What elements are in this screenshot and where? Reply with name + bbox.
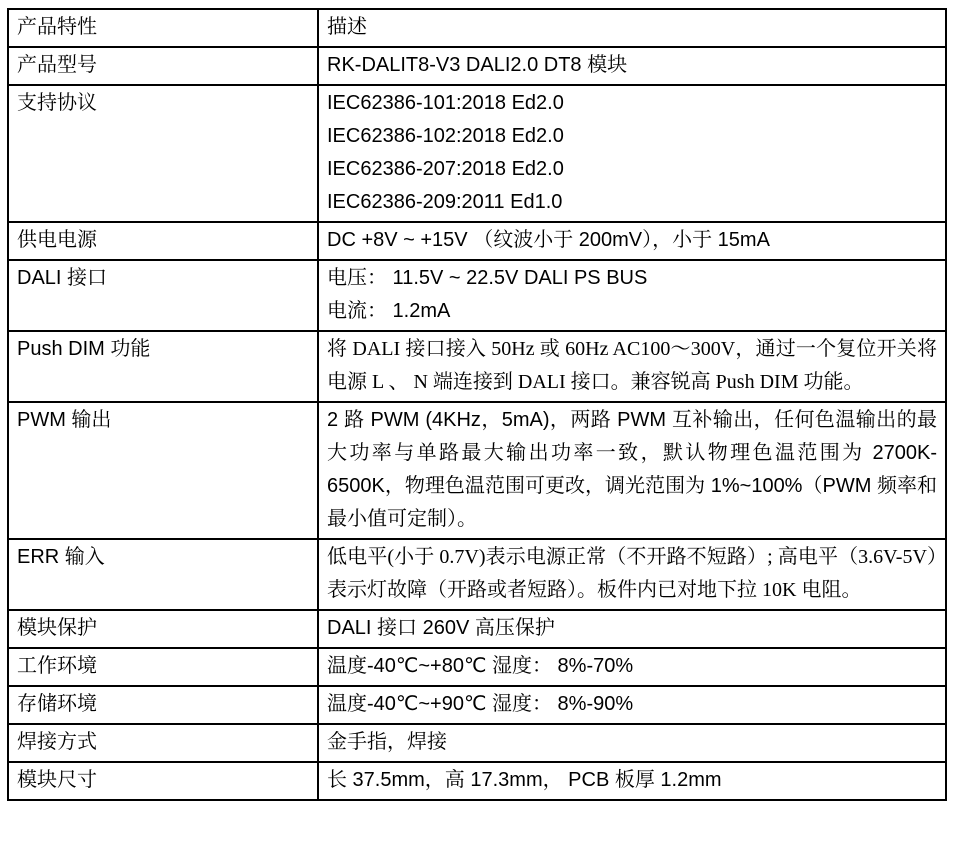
header-row xyxy=(8,9,946,47)
spec-document xyxy=(7,8,945,801)
description-line: DC +8V ~ +15V （纹波小于 200mV），小于 15mA xyxy=(327,229,770,251)
table-row xyxy=(8,610,946,648)
feature-cell: DALI 接口 xyxy=(8,260,318,331)
description-line: 电流： 1.2mA xyxy=(327,300,451,322)
feature-cell: 焊接方式 xyxy=(8,724,318,762)
header-description-cell: 描述 xyxy=(318,9,946,47)
description-line: RK-DALIT8-V3 DALI2.0 DT8 模块 xyxy=(327,54,628,76)
feature-cell: 产品型号 xyxy=(8,47,318,85)
description-line: 长 37.5mm，高 17.3mm， PCB 板厚 1.2mm xyxy=(327,769,722,791)
description-cell xyxy=(318,402,946,539)
table-row xyxy=(8,402,946,539)
table-row xyxy=(8,331,946,402)
table-row xyxy=(8,762,946,800)
description-cell xyxy=(318,331,946,402)
description-cell xyxy=(318,724,946,762)
description-line: 金手指，焊接 xyxy=(327,731,447,753)
header-feature-cell: 产品特性 xyxy=(8,9,318,47)
description-line: IEC62386-209:2011 Ed1.0 xyxy=(327,191,563,213)
description-line: DALI 接口 260V 高压保护 xyxy=(327,617,555,639)
description-cell xyxy=(318,686,946,724)
description-line: 温度-40℃~+80℃ 湿度： 8%-70% xyxy=(327,655,634,677)
description-cell xyxy=(318,222,946,260)
description-line: 低电平(小于 0.7V)表示电源正常（不开路不短路）; 高电平（3.6V-5V）表示灯故障（开路或者短路）。板件内已对地下拉 10K 电阻。 xyxy=(327,546,937,601)
feature-cell: 工作环境 xyxy=(8,648,318,686)
description-line: IEC62386-101:2018 Ed2.0 xyxy=(327,92,564,114)
description-line: IEC62386-207:2018 Ed2.0 xyxy=(327,158,564,180)
feature-cell: 模块保护 xyxy=(8,610,318,648)
description-line: 电压： 11.5V ~ 22.5V DALI PS BUS xyxy=(327,267,648,289)
description-cell xyxy=(318,648,946,686)
feature-cell: ERR 输入 xyxy=(8,539,318,610)
table-row xyxy=(8,222,946,260)
description-cell xyxy=(318,539,946,610)
spec-table xyxy=(7,8,947,801)
description-cell xyxy=(318,47,946,85)
feature-cell: 模块尺寸 xyxy=(8,762,318,800)
table-row xyxy=(8,47,946,85)
table-row xyxy=(8,539,946,610)
spec-table-body xyxy=(8,47,946,800)
description-cell xyxy=(318,762,946,800)
spec-table-head xyxy=(8,9,946,47)
feature-cell: Push DIM 功能 xyxy=(8,331,318,402)
feature-cell: 支持协议 xyxy=(8,85,318,222)
feature-cell: PWM 输出 xyxy=(8,402,318,539)
description-cell xyxy=(318,85,946,222)
description-line: 将 DALI 接口接入 50Hz 或 60Hz AC100～300V，通过一个复位开关将电源 L 、 N 端连接到 DALI 接口。兼容锐高 Push DIM 功能。 xyxy=(327,338,937,393)
feature-cell: 存储环境 xyxy=(8,686,318,724)
table-row xyxy=(8,85,946,222)
description-line: 2 路 PWM (4KHz，5mA)，两路 PWM 互补输出，任何色温输出的最大功率与单路最大输出功率一致，默认物理色温范围为 2700K-6500K，物理色温范围可更改，调光范围为 1%~100%（PWM 频率和最小值可定制）。 xyxy=(327,409,937,530)
table-row xyxy=(8,724,946,762)
table-row xyxy=(8,648,946,686)
description-line: 温度-40℃~+90℃ 湿度： 8%-90% xyxy=(327,693,634,715)
table-row xyxy=(8,686,946,724)
description-cell xyxy=(318,610,946,648)
description-cell xyxy=(318,260,946,331)
description-line: IEC62386-102:2018 Ed2.0 xyxy=(327,125,564,147)
table-row xyxy=(8,260,946,331)
feature-cell: 供电电源 xyxy=(8,222,318,260)
